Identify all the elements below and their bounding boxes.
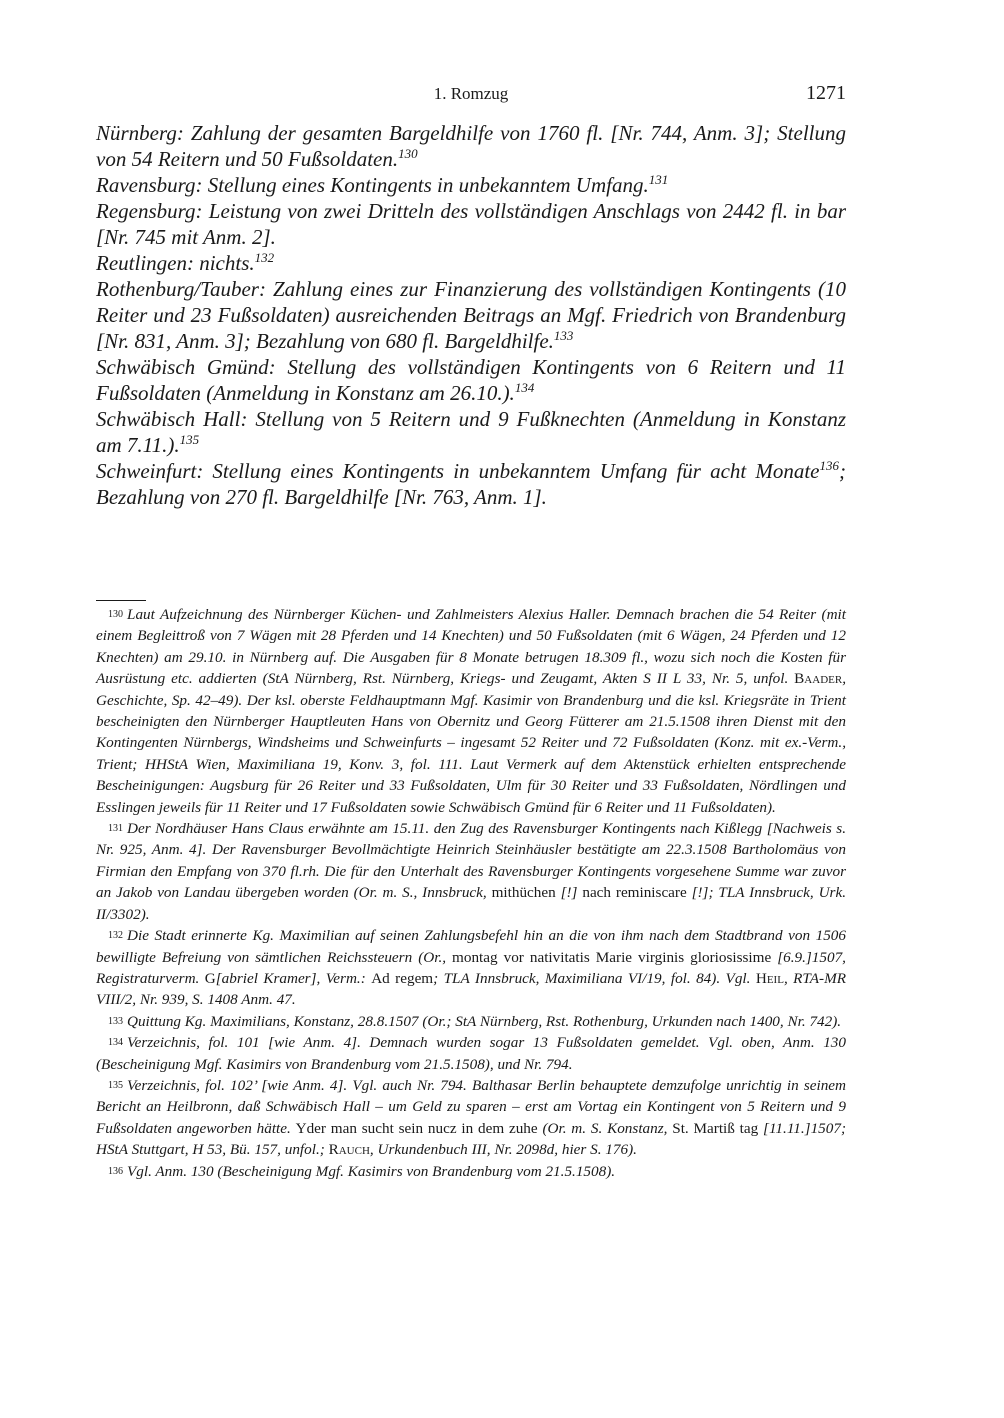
footnote-number: 133 (108, 1015, 123, 1027)
footnote-text: St. Martiß tag (672, 1119, 764, 1137)
footnote-number: 131 (108, 823, 123, 835)
footnote-text: ; TLA Innsbruck, Maximiliana VI/19, fol. 84). Vgl. (433, 969, 756, 987)
footnote-number: 136 (108, 1165, 123, 1177)
footnote (96, 818, 846, 925)
footnote-ref: 132 (254, 250, 275, 265)
footnote-number: 130 (108, 609, 123, 620)
footnote-text: montag vor nativitatis Marie virginis gloriosissime (452, 948, 778, 966)
footnote-text: Heil (755, 969, 784, 987)
footnote-separator (96, 600, 146, 601)
footnote-text: , Urkundenbuch III, Nr. 2098d, hier S. 176). (369, 1141, 637, 1159)
footnote-text: Der Nordhäuser Hans Claus erwähnte am 15.11. den Zug des Ravensburger Kontingents nach Kißlegg [Nachweis s. Nr. 925, Anm. 4]. Der Ravensburger Bevollmächtigte Heinrich Steinhäusler bestätigte am 22.3.1508 Bartholomäus von Firmian den Empfang von 370 fl.rh. Die für den Unterhalt des Ravensburger Kontingents vorgesehene Summe war zuvor an Jakob von Landau übergeben worden (Or. m. S., Innsbruck, (96, 820, 846, 902)
footnote-ref: 135 (179, 432, 200, 447)
city-entry (96, 172, 846, 198)
footnote-text: , Geschichte, Sp. 42–49). Der ksl. oberste Feldhauptmann Mgf. Kasimir von Brandenburg und die ksl. Kriegsräte in Trient bescheinigten den Nürnberger Hauptleuten Hans von Obernitz und Georg Fütterer am 21.5.1508 ihren Dienst mit den Kontingenten Nürnbergs, Windsheims und Schweinfurts – ingesamt 52 Reiter und 72 Fußsoldaten (Konz. mit ex.-Verm., Trient; HHStA Wien, Maximiliana 19, Konv. 3, fol. 111. Laut Vermerk auf dem Aktenstück erhielten entsprechende Bescheinigungen: Augsburg für 26 Reiter und 33 Fußsoldaten, Ulm für 30 Reiter und 33 Fußsoldaten, Nördlingen und Esslingen jeweils für 11 Reiter und 17 Fußsoldaten sowie Schwäbisch Gmünd für 6 Reiter und 11 Fußsoldaten). (96, 670, 846, 816)
page-header (96, 82, 846, 110)
footnote-text: [!]; TLA Innsbruck, Urk. II/3302). (96, 884, 846, 923)
footnote (96, 925, 846, 1011)
entry-text: Schwäbisch Gmünd: Stellung des vollständigen Kontingents von 6 Reitern und 11 Fußsoldaten (Anmeldung in Konstanz am 26.10.). (96, 355, 846, 405)
entry-text: Regensburg: Leistung von zwei Dritteln des vollständigen Anschlags von 2442 fl. in bar [Nr. 745 mit Anm. 2]. (96, 199, 846, 249)
footnote-text: Vgl. Anm. 130 (Bescheinigung Mgf. Kasimirs von Brandenburg vom 21.5.1508). (127, 1162, 616, 1180)
footnote-text: Laut Aufzeichnung des Nürnberger Küchen- und Zahlmeisters Alexius Haller. Demnach brachen die 54 Reiter (mit einem Begleittroß von 7 Wägen mit 28 Pferden und 14 Knechten) und 50 Fußsoldaten (mit 6 Wägen, 24 Pferden und 12 Knechten) am 29.10. in Nürnberg auf. Die Ausgaben für 8 Monate betrugen 18.309 fl., wozu sich noch die Kosten für Ausrüstung etc. addierten (StA Nürnberg, Rst. Nürnberg, Kriegs- und Zeugamt, Akten S II L 33, Nr. 5, unfol. (96, 606, 846, 688)
footnotes (96, 604, 846, 1182)
city-entry (96, 354, 846, 406)
footnote-number: 135 (108, 1079, 123, 1091)
footnote-ref: 131 (648, 172, 669, 187)
entry-text: Nürnberg: Zahlung der gesamten Bargeldhilfe von 1760 fl. [Nr. 744, Anm. 3]; Stellung von 54 Reitern und 50 Fußsoldaten. (96, 121, 846, 171)
footnote-number: 134 (108, 1037, 123, 1049)
footnote-text: , RTA-MR VIII/2, Nr. 939, S. 1408 Anm. 47. (96, 969, 847, 1009)
footnote-text: [11.11.]1507; HStA Stuttgart, H 53, Bü. 157, unfol.; (96, 1119, 847, 1159)
footnote-ref: 130 (398, 146, 418, 161)
entry-text-tail: ; Bezahlung von 270 fl. Bargeldhilfe [Nr. 763, Anm. 1]. (96, 459, 846, 509)
footnote (96, 1011, 846, 1032)
running-title: 1. Romzug (433, 84, 509, 103)
city-entry (96, 250, 846, 276)
footnote-text: Baader (794, 670, 843, 688)
page-number: 1271 (806, 82, 846, 104)
entry-text: Schweinfurt: Stellung eines Kontingents in unbekanntem Umfang für acht Monate (96, 459, 820, 483)
city-entry (96, 406, 846, 458)
city-entry (96, 198, 846, 250)
entry-text: Ravensburg: Stellung eines Kontingents in unbekanntem Umfang. (96, 173, 649, 197)
footnote-text: Quittung Kg. Maximilians, Konstanz, 28.8.1507 (Or.; StA Nürnberg, Rst. Rothenburg, Urkunden nach 1400, Nr. 742). (127, 1012, 842, 1030)
main-text (96, 120, 846, 510)
footnote-text: Rauch (328, 1141, 370, 1159)
footnote (96, 1032, 846, 1075)
entry-text: Rothenburg/Tauber: Zahlung eines zur Finanzierung des vollständigen Kontingents (10 Reiter und 23 Fußsoldaten) ausreichenden Beitrags an Mgf. Friedrich von Brandenburg [Nr. 831, Anm. 3]; Bezahlung von 680 fl. Bargeldhilfe. (96, 277, 846, 353)
footnote-text: Ad regem (371, 969, 434, 987)
footnote (96, 1075, 846, 1161)
footnote-text: Yder man sucht sein nucz in dem zuhe (295, 1119, 543, 1137)
footnote-text: nach reminiscare (582, 884, 692, 902)
footnote-text: Verzeichnis, fol. 101 [wie Anm. 4]. Demnach wurden sogar 13 Fußsoldaten gemeldet. Vgl. oben, Anm. 130 (Bescheinigung Mgf. Kasimirs von Brandenburg vom 21.5.1508), und Nr. 794. (96, 1034, 846, 1073)
entry-text: Reutlingen: nichts. (96, 251, 255, 275)
footnote-ref: 133 (553, 328, 574, 343)
footnote-text: G (204, 969, 216, 987)
footnote-ref: 136 (819, 458, 839, 473)
city-entry (96, 458, 846, 510)
footnote-text: (Or. m. S. Konstanz, (542, 1119, 673, 1137)
entry-text: Schwäbisch Hall: Stellung von 5 Reitern und 9 Fußknechten (Anmeldung in Konstanz am 7.11.). (96, 407, 846, 457)
footnote-text: Verzeichnis, fol. 102’ [wie Anm. 4]. Vgl. auch Nr. 794. Balthasar Berlin behauptete demzufolge unrichtig in seinem Bericht an Heilbronn, daß Schwäbisch Hall – um Geld zu sparen – erst am Vortag ein Kontingent von 5 Reitern und 9 Fußsoldaten angeworben hätte. (96, 1076, 846, 1137)
footnote (96, 1161, 846, 1182)
city-entry (96, 276, 846, 354)
footnote-text: Die Stadt erinnerte Kg. Maximilian auf seinen Zahlungsbefehl hin an die von ihm nach dem Stadtbrand von 1506 bewilligte Befreiung von sämtlichen Reichssteuern (Or., (96, 927, 846, 966)
footnote (96, 604, 846, 818)
footnote-text: [abriel Kramer], Verm.: (215, 969, 372, 987)
footnote-ref: 134 (514, 380, 535, 395)
footnote-number: 132 (108, 930, 123, 942)
footnote-text: [6.9.]1507, Registraturverm. (96, 948, 846, 987)
footnote-text: mithüchen (491, 884, 561, 902)
city-entry (96, 120, 846, 172)
footnote-text: [!] (560, 884, 583, 902)
